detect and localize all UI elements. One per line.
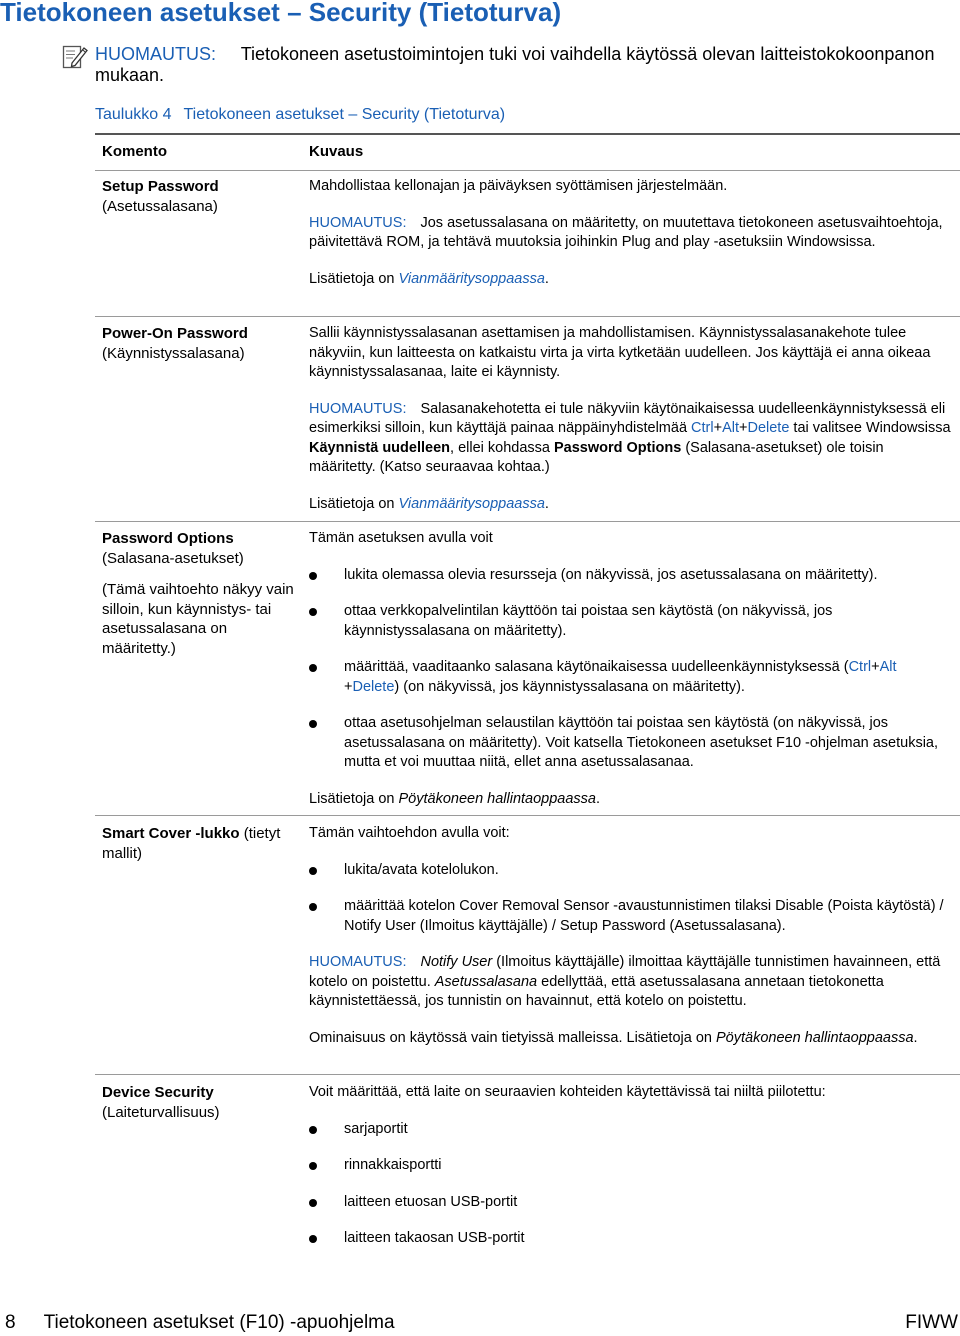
note-text: , ellei kohdassa — [450, 439, 554, 456]
page-number: 8 — [5, 1312, 16, 1333]
option-list — [309, 566, 951, 773]
top-note — [62, 44, 942, 86]
bullet-icon — [309, 572, 317, 580]
more-info — [309, 495, 951, 515]
note-label: HUOMAUTUS: — [95, 44, 216, 64]
command-name: Power-On Password — [102, 325, 248, 342]
command-subname: (Salasana-asetukset) — [102, 549, 244, 567]
plus-sign: + — [713, 420, 723, 436]
key-delete: Delete — [352, 678, 395, 695]
command-name: Smart Cover -lukko (tietyt mallit) — [102, 825, 281, 862]
bullet-icon — [309, 1235, 317, 1243]
row-divider — [95, 1074, 960, 1075]
row-setup-password-command — [102, 177, 297, 216]
note — [309, 214, 951, 253]
description-intro: Tämän vaihtoehdon avulla voit: — [309, 825, 510, 841]
header-rule — [95, 170, 960, 171]
note-label: HUOMAUTUS: — [309, 400, 407, 417]
key-ctrl: Ctrl — [848, 659, 872, 675]
note-label: HUOMAUTUS: — [309, 214, 407, 231]
list-item: ottaa asetusohjelman selaustilan käyttöön tai poistaa sen käytöstä (on näkyvissä, jos asetussalasana on määritetty). Voit katsella Tietokoneen asetukset F10 -ohjelman asetuksia, mutta et voi muuttaa niitä, ellet anna asetussalasanaa. — [309, 714, 951, 773]
list-item: ottaa verkkopalvelintilan käyttöön tai poistaa sen käytöstä (on näkyvissä, jos käynnistyssalasana on määritetty). — [309, 602, 951, 641]
page-title: Tietokoneen asetukset – Security (Tietoturva) — [0, 0, 562, 27]
vianmaaritysopas-link[interactable]: Vianmääritysoppaassa — [398, 495, 545, 512]
vianmaaritysopas-link[interactable]: Vianmääritysoppaassa — [398, 270, 545, 287]
row-setup-password-description — [309, 177, 951, 306]
bullet-icon — [309, 1162, 317, 1170]
description-text: Sallii käynnistyssalasanan asettamisen ja mahdollistamisen. Käynnistyssalasanakehote tulee näkyviin, kun laitteesta on katkaistu virta ja virta kytketään uudelleen. Jos käyttäjä ei anna oikeaa käynnistyssalasanaa, laite ei käynnisty. — [309, 325, 931, 380]
guide-title: Pöytäkoneen hallintaoppaassa — [716, 1029, 914, 1046]
row-divider — [95, 316, 960, 317]
table-number: Taulukko 4 — [95, 106, 172, 123]
command-name: Setup Password — [102, 178, 219, 195]
footer-brand: FIWW — [905, 1312, 958, 1333]
note-text: (Salasana-asetukset) ole toisin määritetty. (Katso seuraavaa kohtaa.) — [309, 439, 884, 475]
list-item: laitteen etuosan USB-portit — [309, 1193, 951, 1213]
table-title: Tietokoneen asetukset – Security (Tietoturva) — [183, 106, 506, 123]
bullet-icon — [309, 720, 317, 728]
list-item: määrittää kotelon Cover Removal Sensor -avaustunnistimen tilaksi Disable (Poista käytöstä) / Notify User (Ilmoitus käyttäjälle) / Setup Password (Asetussalasana). — [309, 897, 951, 936]
plus-sign: + — [739, 420, 748, 436]
column-header-description: Kuvaus — [309, 143, 364, 160]
more-info-prefix: Lisätietoja on — [309, 495, 399, 512]
more-info-suffix: . — [596, 790, 601, 807]
list-item: laitteen takaosan USB-portit — [309, 1229, 951, 1249]
note: HUOMAUTUS: Notify User (Ilmoitus käyttäjälle) ilmoittaa käyttäjälle tunnistimen havainneen, että kotelo on poistettu. Asetussalasana edellyttää, että asetussalasana annetaan tietokonetta käynnistettäessä, jos tunnistin on havainnut, että kotelo on poistettu. — [309, 954, 941, 1009]
command-subname: (Asetussalasana) — [102, 197, 218, 215]
list-item: sarjaportit — [309, 1120, 951, 1140]
more-info — [309, 790, 951, 810]
table-top-rule — [95, 133, 960, 135]
bullet-icon — [309, 1126, 317, 1134]
guide-title: Pöytäkoneen hallintaoppaassa — [398, 790, 596, 807]
key-alt: Alt — [722, 420, 739, 436]
row-divider — [95, 521, 960, 522]
note-bold: Käynnistä uudelleen — [309, 439, 451, 456]
key-delete: Delete — [747, 420, 790, 436]
command-note: (Tämä vaihtoehto näkyy vain silloin, kun käynnistys- tai asetussalasana on määritetty.) — [102, 581, 294, 657]
bullet-icon — [309, 664, 317, 672]
more-info-prefix: Lisätietoja on — [309, 270, 399, 287]
row-device-security-command — [102, 1083, 297, 1122]
bullet-icon — [309, 867, 317, 875]
list-item: lukita/avata kotelolukon. — [309, 861, 951, 881]
row-smart-cover-description — [309, 824, 951, 1065]
bullet-icon — [309, 903, 317, 911]
more-info: Ominaisuus on käytössä vain tietyissä malleissa. Lisätietoja on Pöytäkoneen hallintaoppaassa. — [309, 1029, 918, 1046]
row-divider — [95, 815, 960, 816]
more-info-suffix: . — [544, 495, 549, 512]
command-subname: (Käynnistyssalasana) — [102, 344, 245, 362]
row-power-on-password-command — [102, 324, 297, 363]
note — [309, 400, 951, 478]
table-caption — [95, 106, 505, 124]
note-text: tai valitsee Windowsissa — [789, 420, 951, 436]
list-item: määrittää, vaaditaanko salasana käytönaikaisessa uudelleenkäynnistyksessä (Ctrl+Alt +Delete) (on näkyvissä, jos käynnistyssalasana on määritetty). — [309, 658, 951, 697]
note-bold: Password Options — [554, 439, 682, 456]
column-header-command: Komento — [102, 143, 167, 160]
command-name: Device Security — [102, 1084, 214, 1101]
bullet-icon — [309, 608, 317, 616]
option-list — [309, 861, 951, 937]
more-info-prefix: Lisätietoja on — [309, 790, 399, 807]
description-intro: Tämän asetuksen avulla voit — [309, 530, 493, 546]
note-label: HUOMAUTUS: — [309, 954, 407, 970]
command-subname: (Laiteturvallisuus) — [102, 1103, 220, 1121]
note-text: Jos asetussalasana on määritetty, on muutettava tietokoneen asetusvaihtoehtoja, päivitettävä ROM, ja tehtävä muutoksia joihinkin Plug and play -asetuksiin Windowsissa. — [309, 214, 943, 250]
note-text: Tietokoneen asetustoimintojen tuki voi vaihdella käytössä olevan laitteistokokoonpanon mukaan. — [95, 44, 935, 85]
more-info — [309, 270, 951, 290]
chapter-title: Tietokoneen asetukset (F10) -apuohjelma — [43, 1312, 395, 1333]
note-text: Salasanakehotetta ei tule näkyviin käytönaikaisessa uudelleenkäynnistyksessä eli esimerkiksi silloin, kun käyttäjä painaa näppäinyhdistelmää — [309, 400, 946, 436]
list-item: rinnakkaisportti — [309, 1156, 951, 1176]
row-password-options-description — [309, 529, 951, 826]
key-ctrl: Ctrl — [691, 420, 714, 436]
row-power-on-password-description — [309, 324, 951, 531]
row-smart-cover-command — [102, 824, 297, 863]
description-text: Mahdollistaa kellonajan ja päiväyksen syöttämisen järjestelmään. — [309, 178, 728, 194]
key-alt: Alt — [879, 659, 897, 675]
list-item: lukita olemassa olevia resursseja (on näkyvissä, jos asetussalasana on määritetty). — [309, 566, 951, 586]
command-name: Password Options — [102, 530, 234, 547]
note-pencil-icon — [62, 43, 88, 69]
row-password-options-command — [102, 529, 297, 658]
more-info-suffix: . — [544, 270, 549, 287]
bullet-icon — [309, 1199, 317, 1207]
device-list — [309, 1120, 951, 1249]
page-footer — [5, 1312, 958, 1334]
row-device-security-description — [309, 1083, 951, 1266]
description-intro: Voit määrittää, että laite on seuraavien kohteiden käytettävissä tai niiltä piilotettu: — [309, 1084, 826, 1100]
